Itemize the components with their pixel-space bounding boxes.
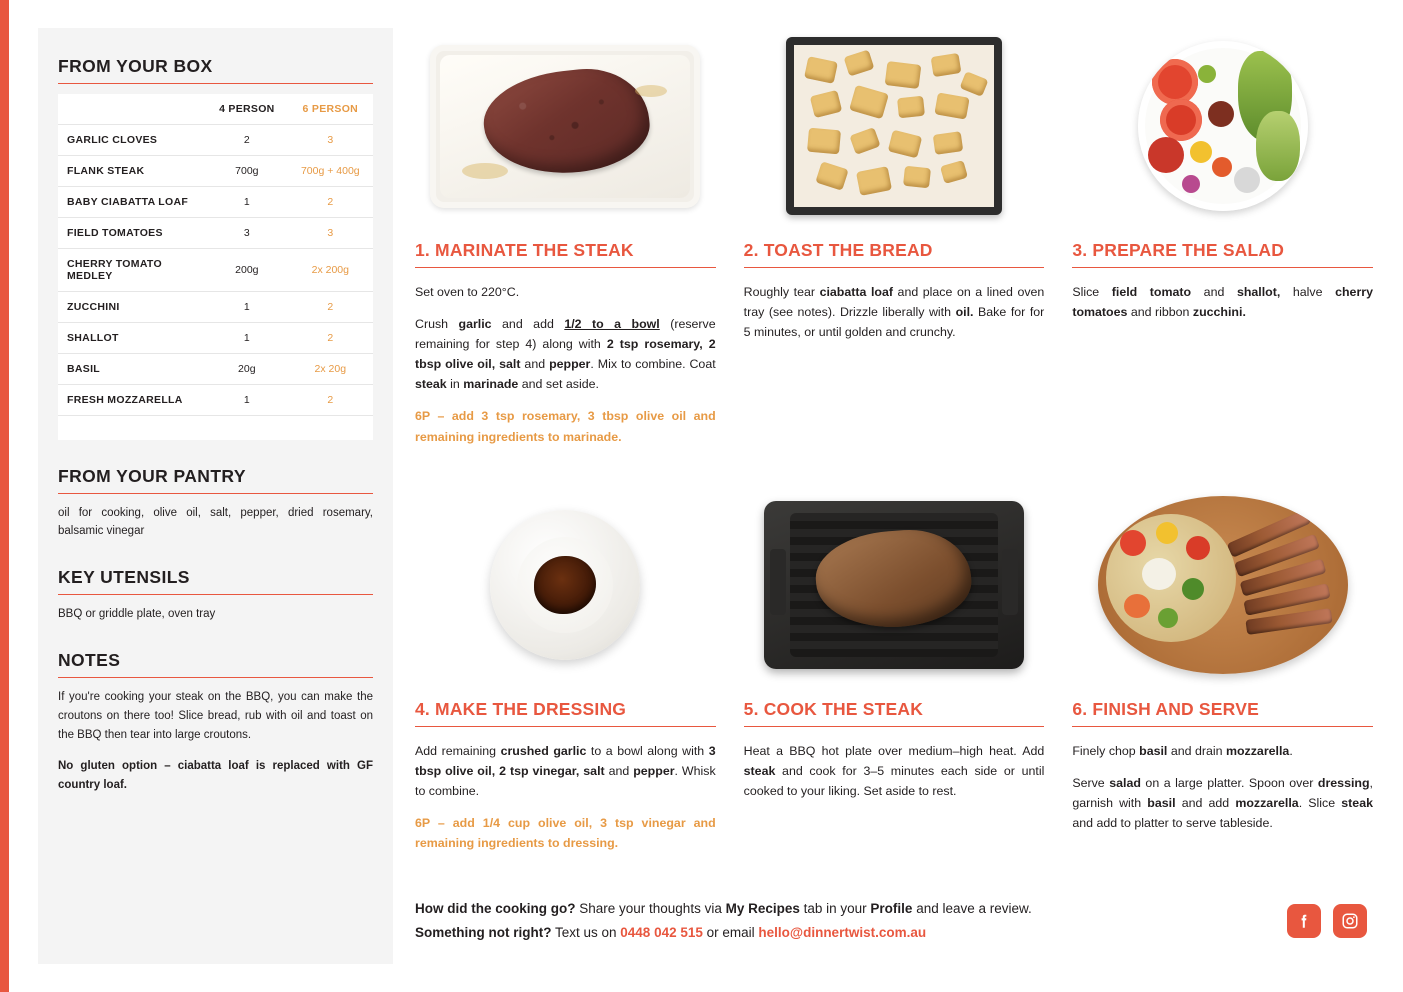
ingredients-table xyxy=(58,94,373,440)
social-links xyxy=(1287,904,1373,938)
step-4-title: 4. MAKE THE DRESSING xyxy=(415,698,627,719)
footer-line-2 xyxy=(415,921,1032,945)
griddle-pan-illustration xyxy=(764,501,1024,669)
step-2 xyxy=(744,26,1045,447)
step-2-title: 2. TOAST THE BREAD xyxy=(743,240,933,260)
step-6-paragraph-2: Serve salad on a large platter. Spoon over dressing, garnish with basil and add mozzarella. Slice steak and add to platter to serve tableside. xyxy=(1072,775,1373,830)
steps-area xyxy=(393,0,1403,992)
step-6-title: 6. FINISH AND SERVE xyxy=(1072,698,1259,719)
step-6-paragraph-1: Finely chop basil and drain mozzarella. xyxy=(1072,743,1293,758)
table-header-row xyxy=(58,94,373,125)
step-3 xyxy=(1072,26,1373,447)
table-row xyxy=(58,156,373,187)
step-1-paragraph-1: Set oven to 220°C. xyxy=(415,285,520,299)
column-ingredient xyxy=(58,94,206,125)
step-2-photo xyxy=(744,26,1045,226)
ingredient-name: FIELD TOMATOES xyxy=(58,218,206,249)
footer xyxy=(415,897,1373,944)
divider xyxy=(415,267,716,268)
step-1-title: 1. MARINATE THE STEAK xyxy=(415,240,634,260)
step-2-paragraph: Roughly tear ciabatta loaf and place on a lined oven tray (see notes). Drizzle liberally with oil. Bake for for 5 minutes, or until golden and crunchy. xyxy=(743,285,1045,340)
divider xyxy=(58,594,373,595)
step-5-photo xyxy=(744,485,1045,685)
qty-6-person: 2 xyxy=(288,385,373,416)
column-4-person: 4 PERSON xyxy=(206,94,288,125)
step-4 xyxy=(415,485,716,853)
baking-paper xyxy=(794,45,994,207)
my-recipes-label: My Recipes xyxy=(725,901,800,917)
oil-drip xyxy=(635,85,667,97)
profile-label: Profile xyxy=(870,901,913,917)
qty-4-person: 1 xyxy=(206,323,288,354)
divider xyxy=(1072,267,1373,268)
dressing-bowl-illustration xyxy=(490,510,640,660)
step-1 xyxy=(415,26,716,447)
divider xyxy=(1072,726,1373,727)
bowl-inner xyxy=(517,537,613,633)
table-row xyxy=(58,292,373,323)
footer-line1-end: and leave a review. xyxy=(912,901,1032,917)
qty-6-person: 2x 20g xyxy=(288,354,373,385)
footer-line-1 xyxy=(415,897,1032,921)
step-4-alt-serving-note: 6P – add 1/4 cup olive oil, 3 tsp vinegar and remaining ingredients to dressing. xyxy=(415,815,716,851)
ingredient-name: BASIL xyxy=(58,354,206,385)
step-1-photo xyxy=(415,26,716,226)
footer-line2-mid: or email xyxy=(702,924,759,940)
qty-4-person: 3 xyxy=(206,218,288,249)
table-spacer-row xyxy=(58,416,373,440)
step-6 xyxy=(1072,485,1373,853)
pantry-text: oil for cooking, olive oil, salt, pepper, dried rosemary, balsamic vinegar xyxy=(58,506,373,538)
footer-question-2: Something not right? xyxy=(415,924,552,940)
raw-steak-on-tray-illustration xyxy=(430,45,700,208)
pantry-section xyxy=(58,466,373,542)
table-row xyxy=(58,385,373,416)
key-utensils-heading: KEY UTENSILS xyxy=(58,567,190,588)
ingredient-name: FRESH MOZZARELLA xyxy=(58,385,206,416)
notes-bold-text: No gluten option – ciabatta loaf is replaced with GF country loaf. xyxy=(58,760,373,792)
salad-plate-illustration xyxy=(1138,41,1308,211)
step-6-photo xyxy=(1072,485,1373,685)
divider xyxy=(415,726,716,727)
qty-4-person: 200g xyxy=(206,249,288,292)
ingredient-name: CHERRY TOMATO MEDLEY xyxy=(58,249,206,292)
notes-section xyxy=(58,650,373,795)
qty-4-person: 1 xyxy=(206,385,288,416)
divider xyxy=(58,677,373,678)
table-row xyxy=(58,125,373,156)
step-5 xyxy=(744,485,1045,853)
step-3-title: 3. PREPARE THE SALAD xyxy=(1072,240,1285,260)
table-row xyxy=(58,187,373,218)
ingredient-name: ZUCCHINI xyxy=(58,292,206,323)
step-4-photo xyxy=(415,485,716,685)
instagram-icon[interactable] xyxy=(1333,904,1367,938)
qty-6-person: 2x 200g xyxy=(288,249,373,292)
ingredient-name: FLANK STEAK xyxy=(58,156,206,187)
utensils-section xyxy=(58,567,373,624)
footer-text xyxy=(415,897,1032,944)
utensils-text: BBQ or griddle plate, oven tray xyxy=(58,608,216,621)
qty-4-person: 2 xyxy=(206,125,288,156)
serving-board-illustration xyxy=(1098,496,1348,674)
table-row xyxy=(58,323,373,354)
footer-line1-mid: tab in your xyxy=(799,901,871,917)
facebook-icon[interactable] xyxy=(1287,904,1321,938)
step-5-title: 5. COOK THE STEAK xyxy=(743,698,924,719)
oil-drip xyxy=(462,163,508,179)
qty-6-person: 3 xyxy=(288,218,373,249)
table-row xyxy=(58,249,373,292)
qty-6-person: 700g + 400g xyxy=(288,156,373,187)
ingredient-name: SHALLOT xyxy=(58,323,206,354)
step-3-paragraph: Slice field tomato and shallot, halve cherry tomatoes and ribbon zucchini. xyxy=(1072,285,1373,320)
sidebar xyxy=(38,28,393,964)
phone-number[interactable]: 0448 042 515 xyxy=(620,924,703,940)
footer-question-1: How did the cooking go? xyxy=(415,901,576,917)
email-link[interactable]: hello@dinnertwist.com.au xyxy=(758,924,927,940)
dressing-liquid xyxy=(534,556,596,614)
step-5-paragraph: Heat a BBQ hot plate over medium–high heat. Add steak and cook for 3–5 minutes each side or until cooked to your liking. Set aside to rest. xyxy=(743,743,1045,798)
left-accent-bar xyxy=(0,0,9,992)
divider xyxy=(744,726,1045,727)
qty-6-person: 2 xyxy=(288,187,373,218)
steps-grid-row-1 xyxy=(415,26,1373,447)
divider xyxy=(744,267,1045,268)
table-row xyxy=(58,218,373,249)
steps-grid-row-2 xyxy=(415,485,1373,853)
raw-steak-shape xyxy=(479,62,654,181)
ingredient-name: BABY CIABATTA LOAF xyxy=(58,187,206,218)
qty-4-person: 700g xyxy=(206,156,288,187)
from-your-box-heading: FROM YOUR BOX xyxy=(58,56,213,76)
step-4-paragraph: Add remaining crushed garlic to a bowl along with 3 tbsp olive oil, 2 tsp vinegar, salt and pepper. Whisk to combine. xyxy=(415,743,716,798)
qty-4-person: 1 xyxy=(206,187,288,218)
footer-line1-rest: Share your thoughts via xyxy=(575,901,726,917)
notes-text: If you're cooking your steak on the BBQ, you can make the croutons on there too! Slice bread, rub with oil and toast on the BBQ then tear into large croutons. xyxy=(58,691,373,742)
divider xyxy=(58,83,373,84)
divider xyxy=(58,493,373,494)
step-1-alt-serving-note: 6P – add 3 tsp rosemary, 3 tbsp olive oil and remaining ingredients to marinade. xyxy=(415,409,716,444)
notes-heading: NOTES xyxy=(58,650,121,671)
from-your-pantry-heading: FROM YOUR PANTRY xyxy=(58,465,246,486)
step-1-paragraph-2: Crush garlic and add 1/2 to a bowl (reserve remaining for step 4) along with 2 tsp rosemary, 2 tbsp olive oil, salt and pepper. Mix to combine. Coat steak in marinade and set aside. xyxy=(415,317,716,392)
table-row xyxy=(58,354,373,385)
footer-line2-rest: Text us on xyxy=(551,924,621,940)
qty-6-person: 2 xyxy=(288,323,373,354)
column-6-person: 6 PERSON xyxy=(288,94,373,125)
qty-4-person: 1 xyxy=(206,292,288,323)
step-3-photo xyxy=(1072,26,1373,226)
ingredient-name: GARLIC CLOVES xyxy=(58,125,206,156)
qty-6-person: 2 xyxy=(288,292,373,323)
qty-6-person: 3 xyxy=(288,125,373,156)
bread-oven-tray-illustration xyxy=(786,37,1002,215)
qty-4-person: 20g xyxy=(206,354,288,385)
